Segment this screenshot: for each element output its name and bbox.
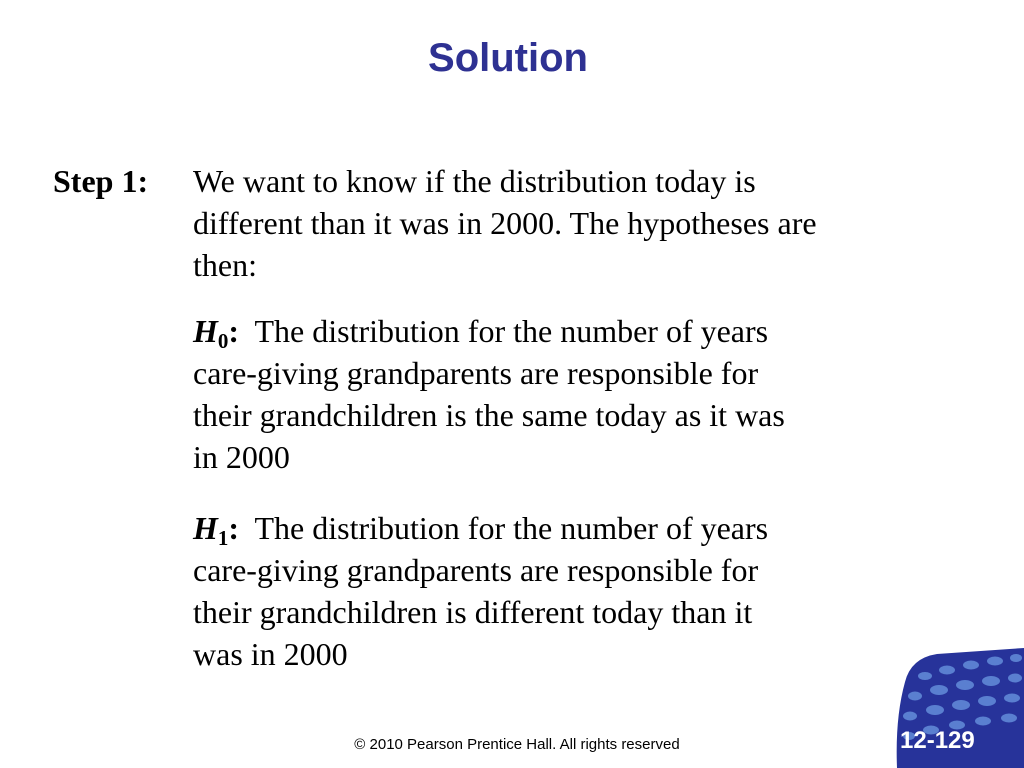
- alternative-hypothesis-text: The distribution for the number of years: [239, 510, 769, 546]
- step-label: Step 1:: [53, 163, 149, 199]
- intro-paragraph: [193, 160, 817, 286]
- intro-line: different than it was in 2000. The hypotheses are: [193, 205, 817, 241]
- hypothesis-subscript: 1: [217, 526, 229, 550]
- slide-title: Solution: [428, 36, 588, 80]
- null-hypothesis-label: [193, 313, 240, 353]
- hypothesis-colon: :: [228, 313, 240, 349]
- copyright-footer: © 2010 Pearson Prentice Hall. All rights reserved: [354, 736, 680, 753]
- hypothesis-colon: :: [228, 510, 240, 546]
- null-hypothesis-text: The distribution for the number of years: [239, 313, 769, 349]
- alternative-hypothesis-label: [193, 510, 240, 550]
- alternative-hypothesis-line: was in 2000: [193, 636, 348, 672]
- intro-line: then:: [193, 247, 257, 283]
- null-hypothesis: [193, 310, 785, 478]
- null-hypothesis-line: care-giving grandparents are responsible for: [193, 355, 759, 391]
- alternative-hypothesis-first-line: [193, 507, 768, 549]
- page-number: 12-129: [900, 727, 975, 754]
- null-hypothesis-line: in 2000: [193, 439, 290, 475]
- null-hypothesis-first-line: [193, 310, 785, 352]
- alternative-hypothesis: [193, 507, 768, 675]
- alternative-hypothesis-line: their grandchildren is different today than it: [193, 594, 753, 630]
- alternative-hypothesis-line: care-giving grandparents are responsible for: [193, 552, 759, 588]
- null-hypothesis-line: their grandchildren is the same today as it was: [193, 397, 785, 433]
- hypothesis-subscript: 0: [217, 329, 229, 353]
- hypothesis-symbol: H: [193, 510, 218, 546]
- intro-line: We want to know if the distribution today is: [193, 163, 756, 199]
- hypothesis-symbol: H: [193, 313, 218, 349]
